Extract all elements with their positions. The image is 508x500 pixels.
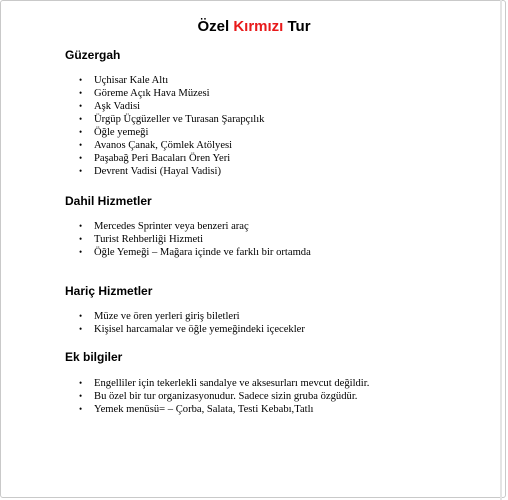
bullet-icon: • <box>79 88 83 98</box>
page-title <box>1 17 507 37</box>
list-item-text: Engelliler için tekerlekli sandalye ve aksesurları mevcut değildir. <box>94 378 370 389</box>
list-item <box>65 220 485 233</box>
title-accent-word: Kırmızı <box>233 18 284 35</box>
section-heading-included: Dahil Hizmetler <box>65 194 152 208</box>
bullet-icon: • <box>79 75 83 85</box>
section-included-services <box>65 193 485 259</box>
title-part-1: Özel <box>197 18 234 35</box>
bullet-icon: • <box>79 101 83 111</box>
bullet-icon: • <box>79 247 83 257</box>
list-item-text: Devrent Vadisi (Hayal Vadisi) <box>94 166 221 177</box>
list-item <box>65 152 485 165</box>
bullet-icon: • <box>79 166 83 176</box>
bullet-icon: • <box>79 404 83 414</box>
bullet-icon: • <box>79 378 83 388</box>
list-item-text: Mercedes Sprinter veya benzeri araç <box>94 221 249 232</box>
list-item <box>65 377 485 390</box>
list-item-text: Bu özel bir tur organizasyonudur. Sadece sizin gruba özgüdür. <box>94 391 358 402</box>
excluded-list <box>65 310 485 336</box>
bullet-icon: • <box>79 221 83 231</box>
list-item <box>65 323 485 336</box>
bullet-icon: • <box>79 324 83 334</box>
list-item <box>65 246 485 259</box>
section-heading-extra: Ek bilgiler <box>65 350 123 364</box>
list-item <box>65 113 485 126</box>
bullet-icon: • <box>79 140 83 150</box>
list-item-text: Turist Rehberliği Hizmeti <box>94 234 204 245</box>
extra-info-list <box>65 377 485 416</box>
section-heading-excluded: Hariç Hizmetler <box>65 284 153 298</box>
route-list <box>65 74 485 178</box>
bullet-icon: • <box>79 153 83 163</box>
list-item-text: Paşabağ Peri Bacaları Ören Yeri <box>94 153 231 164</box>
list-item <box>65 403 485 416</box>
list-item <box>65 74 485 87</box>
bullet-icon: • <box>79 234 83 244</box>
bullet-icon: • <box>79 311 83 321</box>
list-item-text: Müze ve ören yerleri giriş biletleri <box>94 311 240 322</box>
list-item <box>65 139 485 152</box>
bullet-icon: • <box>79 114 83 124</box>
bullet-icon: • <box>79 391 83 401</box>
right-edge-divider <box>500 0 502 500</box>
section-extra-info <box>65 349 485 416</box>
list-item <box>65 310 485 323</box>
list-item-text: Uçhisar Kale Altı <box>94 75 169 86</box>
list-item-text: Göreme Açık Hava Müzesi <box>94 88 210 99</box>
list-item-text: Avanos Çanak, Çömlek Atölyesi <box>94 140 233 151</box>
list-item <box>65 165 485 178</box>
list-item <box>65 126 485 139</box>
list-item-text: Kişisel harcamalar ve öğle yemeğindeki içecekler <box>94 324 305 335</box>
section-route <box>65 47 485 178</box>
section-heading-route: Güzergah <box>65 48 121 62</box>
list-item-text: Öğle Yemeği – Mağara içinde ve farklı bir ortamda <box>94 247 311 258</box>
bullet-icon: • <box>79 127 83 137</box>
list-item-text: Yemek menüsü= – Çorba, Salata, Testi Kebabı,Tatlı <box>94 404 314 415</box>
list-item <box>65 390 485 403</box>
section-excluded-services <box>65 283 485 336</box>
list-item <box>65 100 485 113</box>
list-item <box>65 87 485 100</box>
title-part-2: Tur <box>283 18 311 35</box>
included-list <box>65 220 485 259</box>
list-item-text: Aşk Vadisi <box>94 101 141 112</box>
list-item-text: Öğle yemeği <box>94 127 149 138</box>
list-item-text: Ürgüp Üçgüzeller ve Turasan Şarapçılık <box>94 114 265 125</box>
list-item <box>65 233 485 246</box>
